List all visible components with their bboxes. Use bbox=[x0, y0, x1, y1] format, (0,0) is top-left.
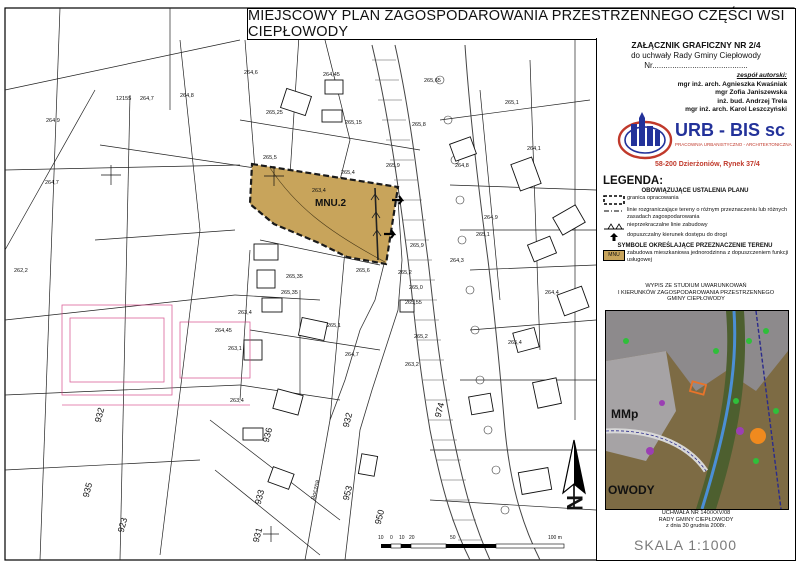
parcel-number: 932 bbox=[340, 411, 355, 429]
height-label: 264,1 bbox=[527, 146, 541, 152]
road-name: Boczna bbox=[310, 479, 322, 501]
parcel-number: 936 bbox=[260, 426, 275, 444]
scale-label: SKALA 1:1000 bbox=[634, 537, 738, 553]
parcel-number: 935 bbox=[80, 481, 95, 499]
resolution-line: UCHWAŁA NR 140/XXV/08 bbox=[661, 510, 731, 516]
excerpt-line: I KIERUNKÓW ZAGOSPODAROWANIA PRZESTRZENNEGO bbox=[617, 289, 775, 296]
height-label: 263,4 bbox=[312, 188, 326, 194]
legend-item-label: zabudowa mieszkaniowa jednorodzinna z dopuszczeniem funkcji usługowej bbox=[627, 250, 789, 263]
height-label: 264,7 bbox=[45, 180, 59, 186]
legend-item bbox=[601, 222, 789, 230]
resolution-info bbox=[597, 510, 795, 530]
north-label: N bbox=[561, 495, 587, 511]
height-label: 264,9 bbox=[484, 215, 498, 221]
triangle-line-icon bbox=[601, 222, 627, 230]
height-label: 265,55 bbox=[405, 300, 422, 306]
height-label: 263,4 bbox=[230, 398, 244, 404]
height-label: 262,2 bbox=[14, 268, 28, 274]
author-name: inż. bud. Andrzej Trela bbox=[717, 97, 787, 105]
dash-dot-line-icon bbox=[601, 207, 627, 215]
height-label: 263,1 bbox=[228, 346, 242, 352]
dashed-boundary-icon bbox=[601, 195, 627, 205]
height-label: 263,4 bbox=[238, 310, 252, 316]
height-label: 265,1 bbox=[476, 232, 490, 238]
scale-tick: 0 bbox=[390, 535, 393, 541]
arrow-up-icon bbox=[601, 232, 627, 241]
height-label: 265,4 bbox=[508, 340, 522, 346]
legend-item-label: dopuszczalny kierunek dostępu do drogi bbox=[627, 232, 727, 239]
logo-address: 58-200 Dzierżoniów, Rynek 37/4 bbox=[655, 161, 760, 168]
study-excerpt bbox=[597, 283, 795, 303]
inset-zone-label: MMp bbox=[611, 407, 639, 421]
legend-item bbox=[601, 195, 789, 205]
legend-item bbox=[601, 207, 789, 220]
resolution-line: z dnia 30 grudnia 2008r. bbox=[665, 523, 727, 530]
height-label: 265,2 bbox=[414, 334, 428, 340]
height-label: 264,4 bbox=[545, 290, 559, 296]
height-label: 265,15 bbox=[345, 120, 362, 126]
height-label: 265,9 bbox=[410, 243, 424, 249]
height-label: 265,4 bbox=[341, 170, 355, 176]
scale-tick: 100 m bbox=[548, 535, 562, 541]
study-inset-map bbox=[605, 310, 789, 510]
excerpt-line: GMINY CIEPŁOWODY bbox=[667, 296, 725, 303]
plan-title: MIEJSCOWY PLAN ZAGOSPODAROWANIA PRZESTRZENNEGO CZĘŚCI WSI CIEPŁOWODY bbox=[247, 8, 796, 40]
scale-tick: 50 bbox=[450, 535, 456, 541]
height-label: 264,8 bbox=[455, 163, 469, 169]
resolution-line: RADY GMINY CIEPŁOWODY bbox=[658, 516, 734, 523]
attachment-resolution: do uchwały Rady Gminy Ciepłowody bbox=[631, 51, 761, 60]
author-name: mgr Zofia Janiszewska bbox=[715, 89, 787, 97]
height-label: 265,35 bbox=[286, 274, 303, 280]
height-label: 264,8 bbox=[180, 93, 194, 99]
legend-title: LEGENDA: bbox=[603, 175, 664, 187]
parcel-number: 933 bbox=[252, 488, 267, 506]
height-label: 263,2 bbox=[405, 362, 419, 368]
height-label: 264,6 bbox=[244, 70, 258, 76]
height-label: 265,1 bbox=[327, 323, 341, 329]
parcel-number: 953 bbox=[340, 484, 355, 502]
authors-heading: zespół autorski: bbox=[736, 72, 787, 79]
height-label: 264,3 bbox=[450, 258, 464, 264]
excerpt-line: WYPIS ZE STUDIUM UWARUNKOWAŃ bbox=[645, 283, 747, 289]
scale-tick: 10 bbox=[378, 535, 384, 541]
author-team bbox=[597, 72, 787, 115]
height-label: 264,9 bbox=[46, 118, 60, 124]
scale-tick: 10 bbox=[399, 535, 405, 541]
logo-emblem-icon bbox=[617, 110, 673, 160]
height-label: 265,2 bbox=[398, 270, 412, 276]
parcel-number: 974 bbox=[432, 401, 447, 419]
height-label: 264,7 bbox=[140, 96, 154, 102]
scale-bar-graphic bbox=[376, 535, 571, 553]
legend-item bbox=[601, 232, 789, 241]
height-label: 265,9 bbox=[386, 163, 400, 169]
height-label: 265,6 bbox=[356, 268, 370, 274]
parcel-number: 950 bbox=[372, 508, 387, 526]
logo-subtitle: PRACOWNIA URBANISTYCZNO - ARCHITEKTONICZNA bbox=[675, 142, 792, 147]
height-label: 12155 bbox=[116, 96, 132, 102]
height-label: 265,1 bbox=[505, 100, 519, 106]
height-label: 265,25 bbox=[266, 110, 283, 116]
attachment-number: ZAŁĄCZNIK GRAFICZNY NR 2/4 bbox=[631, 40, 761, 50]
height-label: 265,8 bbox=[412, 122, 426, 128]
author-name: mgr inż. arch. Agnieszka Kwaśniak bbox=[677, 80, 787, 88]
parcel-number: 931 bbox=[250, 526, 265, 544]
scale-bar bbox=[376, 535, 571, 558]
height-label: 265,35 bbox=[281, 290, 298, 296]
scale-tick: 20 bbox=[409, 535, 415, 541]
attachment-info bbox=[597, 40, 795, 71]
height-label: 264,7 bbox=[345, 352, 359, 358]
mnu-zone-label: MNU.2 bbox=[315, 198, 347, 209]
attachment-number-blank: Nr........................................... bbox=[644, 61, 748, 70]
inset-town-label: OWODY bbox=[608, 483, 655, 497]
north-arrow bbox=[556, 438, 592, 520]
height-label: 264,45 bbox=[215, 328, 232, 334]
legend-item-label: linie rozgraniczające tereny o różnym przeznaczeniu lub różnych zasadach zagospodarowania bbox=[627, 207, 788, 220]
height-label: 265,65 bbox=[424, 78, 441, 84]
height-label: 265,5 bbox=[263, 155, 277, 161]
parcel-number: 923 bbox=[115, 516, 130, 534]
legend bbox=[601, 175, 789, 285]
mnu-swatch: MNU bbox=[603, 250, 625, 261]
side-panel bbox=[596, 38, 796, 561]
legend-item bbox=[601, 250, 789, 263]
parcel-number: 932 bbox=[92, 406, 107, 424]
legend-binding-header: OBOWIĄZUJĄCE USTALENIA PLANU bbox=[641, 188, 749, 194]
height-label: 265,0 bbox=[409, 285, 423, 291]
height-label: 264,45 bbox=[323, 72, 340, 78]
author-name: mgr inż. arch. Karol Leszczyński bbox=[685, 106, 787, 114]
legend-item-label: granica opracowania bbox=[627, 195, 679, 201]
legend-item-label: nieprzekraczalne linie zabudowy bbox=[627, 222, 708, 229]
legend-symbols-header: SYMBOLE OKREŚLAJĄCE PRZEZNACZENIE TERENU bbox=[617, 243, 773, 250]
logo-name: URB - BIS sc bbox=[675, 120, 786, 140]
